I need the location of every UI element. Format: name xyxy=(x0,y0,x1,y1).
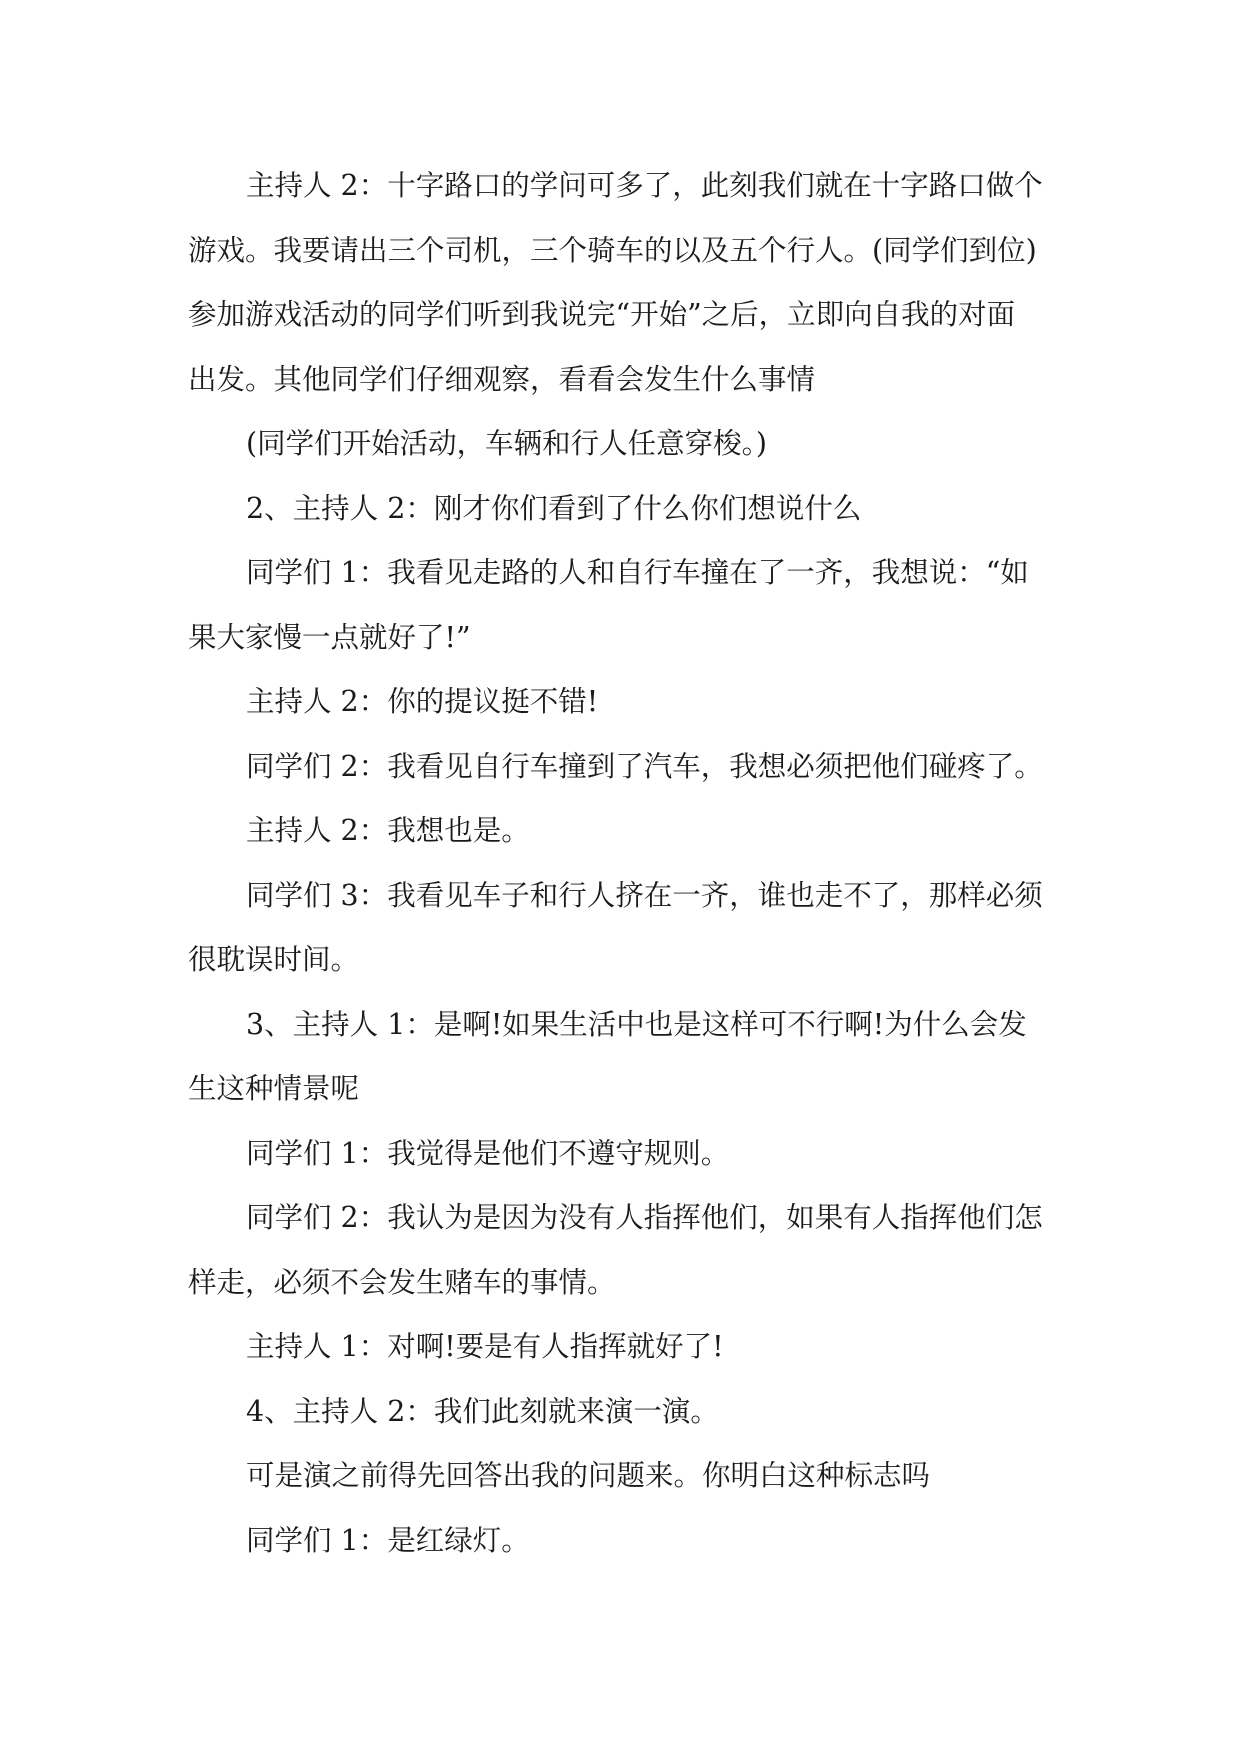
paragraph-line: 果大家慢一点就好了!” xyxy=(188,620,471,654)
paragraph-line: 参加游戏活动的同学们听到我说完“开始”之后，立即向自我的对面 xyxy=(188,298,1016,331)
paragraph-line: 样走，必须不会发生赌车的事情。 xyxy=(188,1265,616,1299)
paragraph-line: 可是演之前得先回答出我的问题来。你明白这种标志吗 xyxy=(246,1459,931,1492)
paragraph-line: 主持人 1：对啊!要是有人指挥就好了! xyxy=(246,1330,724,1363)
paragraph-line: 同学们 2：我看见自行车撞到了汽车，我想必须把他们碰疼了。 xyxy=(246,749,1043,783)
paragraph-line: 4、主持人 2：我们此刻就来演一演。 xyxy=(246,1394,719,1428)
paragraph-line: 很耽误时间。 xyxy=(188,943,360,976)
paragraph-line: 同学们 1：我觉得是他们不遵守规则。 xyxy=(246,1136,730,1170)
paragraph-line: 同学们 2：我认为是因为没有人指挥他们，如果有人指挥他们怎 xyxy=(246,1201,1043,1234)
paragraph-line: 出发。其他同学们仔细观察，看看会发生什么事情 xyxy=(188,362,816,396)
paragraph-line: 同学们 1：是红绿灯。 xyxy=(246,1523,530,1557)
paragraph-line: 生这种情景呢 xyxy=(188,1072,360,1105)
paragraph-line: 3、主持人 1：是啊!如果生活中也是这样可不行啊!为什么会发 xyxy=(246,1007,1027,1041)
paragraph-line: 游戏。我要请出三个司机，三个骑车的以及五个行人。(同学们到位) xyxy=(188,233,1037,267)
paragraph-line: 主持人 2：我想也是。 xyxy=(246,814,530,847)
paragraph-line: (同学们开始活动，车辆和行人任意穿梭。) xyxy=(246,427,767,460)
document-body xyxy=(188,154,1060,1573)
paragraph-line: 主持人 2：十字路口的学问可多了，此刻我们就在十字路口做个 xyxy=(246,169,1043,202)
paragraph-line: 主持人 2：你的提议挺不错! xyxy=(246,685,599,718)
paragraph-line: 同学们 1：我看见走路的人和自行车撞在了一齐，我想说：“如 xyxy=(246,556,1029,589)
paragraph-line: 同学们 3：我看见车子和行人挤在一齐，谁也走不了，那样必须 xyxy=(246,878,1043,912)
paragraph-line: 2、主持人 2：刚才你们看到了什么你们想说什么 xyxy=(246,491,862,525)
